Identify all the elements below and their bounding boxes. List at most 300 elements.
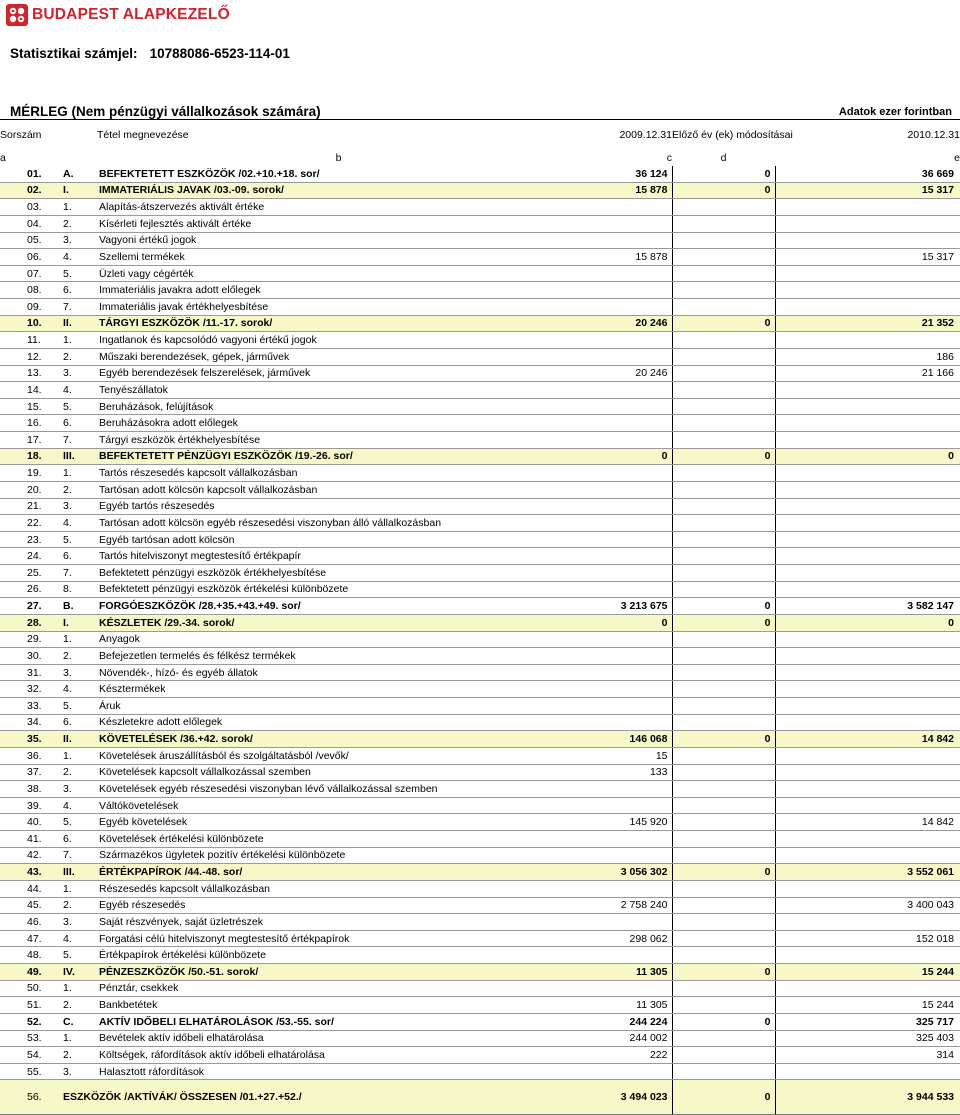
row-number: 24. <box>0 548 60 565</box>
value-curr: 36 669 <box>775 166 960 182</box>
total-prev: 3 494 023 <box>580 1080 672 1115</box>
value-prev: 222 <box>580 1047 672 1064</box>
row-mark: 6. <box>60 282 97 299</box>
row-label: Követelések kapcsolt vállalkozással szemben <box>97 764 580 781</box>
row-number: 21. <box>0 498 60 515</box>
row-number: 50. <box>0 980 60 997</box>
value-curr: 152 018 <box>775 930 960 947</box>
row-label: Egyéb tartós részesedés <box>97 498 580 515</box>
row-number: 36. <box>0 747 60 764</box>
row-label: Tartósan adott kölcsön kapcsolt vállalkozásban <box>97 481 580 498</box>
value-mod <box>672 299 775 316</box>
table-row <box>0 432 960 449</box>
table-row <box>0 548 960 565</box>
value-mod <box>672 548 775 565</box>
row-label: Beruházások, felújítások <box>97 398 580 415</box>
col-header-mod: Előző év (ek) módosításai <box>672 120 775 151</box>
value-mod <box>672 332 775 349</box>
value-prev: 244 002 <box>580 1030 672 1047</box>
value-mod <box>672 398 775 415</box>
value-curr <box>775 465 960 482</box>
row-number: 51. <box>0 997 60 1014</box>
row-number: 40. <box>0 814 60 831</box>
table-row <box>0 415 960 432</box>
page-title: MÉRLEG (Nem pénzügyi vállalkozások számára) <box>10 104 321 119</box>
value-prev <box>580 199 672 216</box>
col-sub-b: b <box>335 152 342 164</box>
table-row <box>0 747 960 764</box>
value-prev <box>580 215 672 232</box>
table-row <box>0 315 960 332</box>
value-mod <box>672 880 775 897</box>
row-mark: 2. <box>60 1047 97 1064</box>
value-prev <box>580 1063 672 1080</box>
col-sub-a: a <box>0 152 6 164</box>
row-label: KÉSZLETEK /29.-34. sorok/ <box>97 614 580 631</box>
value-mod <box>672 714 775 731</box>
value-prev: 15 <box>580 747 672 764</box>
table-row <box>0 448 960 465</box>
logo-text: BUDAPEST ALAPKEZELŐ <box>32 6 230 23</box>
row-mark: 1. <box>60 880 97 897</box>
table-row <box>0 1013 960 1030</box>
row-mark: 6. <box>60 831 97 848</box>
row-number: 20. <box>0 481 60 498</box>
value-curr <box>775 764 960 781</box>
row-mark: I. <box>60 614 97 631</box>
balance-sheet-table <box>0 119 960 1115</box>
value-prev: 20 246 <box>580 315 672 332</box>
table-row <box>0 698 960 715</box>
value-prev <box>580 481 672 498</box>
total-row <box>0 1080 960 1115</box>
table-row <box>0 897 960 914</box>
value-prev: 298 062 <box>580 930 672 947</box>
value-prev <box>580 797 672 814</box>
row-label: Tartós hitelviszonyt megtestesítő értékpapír <box>97 548 580 565</box>
row-mark: 2. <box>60 897 97 914</box>
value-curr <box>775 282 960 299</box>
value-curr <box>775 664 960 681</box>
value-prev <box>580 265 672 282</box>
value-prev <box>580 415 672 432</box>
value-mod <box>672 781 775 798</box>
value-prev: 20 246 <box>580 365 672 382</box>
value-prev <box>580 548 672 565</box>
value-curr <box>775 631 960 648</box>
table-row <box>0 914 960 931</box>
table-row <box>0 781 960 798</box>
row-label: Egyéb követelések <box>97 814 580 831</box>
table-row <box>0 831 960 848</box>
value-mod <box>672 797 775 814</box>
value-prev <box>580 914 672 931</box>
table-row <box>0 199 960 216</box>
value-curr: 15 244 <box>775 964 960 981</box>
value-mod <box>672 997 775 1014</box>
value-mod <box>672 581 775 598</box>
value-curr <box>775 797 960 814</box>
value-prev <box>580 465 672 482</box>
row-mark: 3. <box>60 232 97 249</box>
table-row <box>0 232 960 249</box>
value-mod: 0 <box>672 964 775 981</box>
value-mod <box>672 764 775 781</box>
value-prev <box>580 714 672 731</box>
row-mark: 5. <box>60 698 97 715</box>
value-curr: 21 352 <box>775 315 960 332</box>
value-curr: 14 842 <box>775 731 960 748</box>
value-curr <box>775 415 960 432</box>
col-sub-c: c <box>666 152 672 164</box>
value-prev: 0 <box>580 614 672 631</box>
row-label: PÉNZESZKÖZÖK /50.-51. sorok/ <box>97 964 580 981</box>
value-curr <box>775 515 960 532</box>
value-mod <box>672 664 775 681</box>
value-mod <box>672 980 775 997</box>
value-mod <box>672 814 775 831</box>
row-number: 38. <box>0 781 60 798</box>
row-label: BEFEKTETETT PÉNZÜGYI ESZKÖZÖK /19.-26. sor/ <box>97 448 580 465</box>
row-number: 23. <box>0 531 60 548</box>
row-mark: I. <box>60 182 97 199</box>
value-mod <box>672 681 775 698</box>
table-row <box>0 964 960 981</box>
row-mark: 4. <box>60 797 97 814</box>
value-prev <box>580 531 672 548</box>
row-mark: 4. <box>60 382 97 399</box>
row-number: 45. <box>0 897 60 914</box>
value-mod <box>672 415 775 432</box>
row-label: Tartósan adott kölcsön egyéb részesedési viszonyban álló vállalkozásban <box>97 515 580 532</box>
value-curr <box>775 1063 960 1080</box>
table-row <box>0 481 960 498</box>
value-curr <box>775 565 960 582</box>
row-label: Késztermékek <box>97 681 580 698</box>
row-mark: 8. <box>60 581 97 598</box>
row-mark: 5. <box>60 531 97 548</box>
row-number: 55. <box>0 1063 60 1080</box>
value-curr: 186 <box>775 348 960 365</box>
value-prev: 133 <box>580 764 672 781</box>
row-mark: II. <box>60 731 97 748</box>
value-mod <box>672 348 775 365</box>
value-mod: 0 <box>672 731 775 748</box>
value-mod <box>672 897 775 914</box>
row-mark: 3. <box>60 498 97 515</box>
row-label: Pénztár, csekkek <box>97 980 580 997</box>
row-number: 44. <box>0 880 60 897</box>
table-row <box>0 332 960 349</box>
value-mod: 0 <box>672 864 775 881</box>
statistical-id-label: Statisztikai számjel: <box>10 46 138 61</box>
value-prev <box>580 232 672 249</box>
row-label: Immateriális javakra adott előlegek <box>97 282 580 299</box>
value-prev <box>580 581 672 598</box>
row-mark: 7. <box>60 565 97 582</box>
table-row <box>0 531 960 548</box>
row-number: 29. <box>0 631 60 648</box>
value-mod <box>672 215 775 232</box>
value-mod <box>672 199 775 216</box>
table-row <box>0 731 960 748</box>
row-number: 28. <box>0 614 60 631</box>
table-row <box>0 664 960 681</box>
row-label: Befektetett pénzügyi eszközök értékelési különbözete <box>97 581 580 598</box>
value-mod <box>672 1047 775 1064</box>
table-row <box>0 947 960 964</box>
row-mark: 2. <box>60 764 97 781</box>
row-mark: 1. <box>60 747 97 764</box>
row-label: Egyéb tartósan adott kölcsön <box>97 531 580 548</box>
col-header-sorszam: Sorszám <box>0 120 60 151</box>
value-curr <box>775 698 960 715</box>
table-row <box>0 498 960 515</box>
row-label: FORGÓESZKÖZÖK /28.+35.+43.+49. sor/ <box>97 598 580 615</box>
unit-note: Adatok ezer forintban <box>838 106 952 118</box>
value-prev <box>580 498 672 515</box>
row-number: 47. <box>0 930 60 947</box>
table-row <box>0 714 960 731</box>
row-label: Értékpapírok értékelési különbözete <box>97 947 580 964</box>
row-label: Költségek, ráfordítások aktív időbeli elhatárolása <box>97 1047 580 1064</box>
row-mark: IV. <box>60 964 97 981</box>
value-curr <box>775 481 960 498</box>
brand-logo <box>6 4 230 26</box>
row-mark: 6. <box>60 714 97 731</box>
row-label: KÖVETELÉSEK /36.+42. sorok/ <box>97 731 580 748</box>
table-body <box>0 166 960 1080</box>
row-label: Kísérleti fejlesztés aktivált értéke <box>97 215 580 232</box>
table-row <box>0 182 960 199</box>
value-prev <box>580 631 672 648</box>
table-row <box>0 930 960 947</box>
row-number: 05. <box>0 232 60 249</box>
value-curr: 15 244 <box>775 997 960 1014</box>
row-label: Váltókövetelések <box>97 797 580 814</box>
row-label: Halasztott ráfordítások <box>97 1063 580 1080</box>
row-label: Tárgyi eszközök értékhelyesbítése <box>97 432 580 449</box>
value-curr: 15 317 <box>775 249 960 266</box>
value-prev <box>580 947 672 964</box>
value-curr: 21 166 <box>775 365 960 382</box>
value-mod <box>672 481 775 498</box>
row-number: 06. <box>0 249 60 266</box>
value-curr <box>775 432 960 449</box>
row-mark: III. <box>60 448 97 465</box>
value-mod <box>672 1063 775 1080</box>
table-row <box>0 598 960 615</box>
table-row <box>0 299 960 316</box>
value-prev: 11 305 <box>580 997 672 1014</box>
value-mod <box>672 382 775 399</box>
statistical-id <box>10 46 290 61</box>
row-number: 01. <box>0 166 60 182</box>
row-mark: 1. <box>60 631 97 648</box>
value-mod <box>672 432 775 449</box>
row-mark: 7. <box>60 299 97 316</box>
row-label: Anyagok <box>97 631 580 648</box>
value-prev <box>580 332 672 349</box>
row-label: Bevételek aktív időbeli elhatárolása <box>97 1030 580 1047</box>
value-curr <box>775 747 960 764</box>
value-prev <box>580 847 672 864</box>
row-number: 15. <box>0 398 60 415</box>
value-prev <box>580 681 672 698</box>
value-curr <box>775 781 960 798</box>
row-label: Követelések áruszállításból és szolgáltatásból /vevők/ <box>97 747 580 764</box>
row-mark: C. <box>60 1013 97 1030</box>
value-prev: 11 305 <box>580 964 672 981</box>
value-mod <box>672 914 775 931</box>
row-label: Ingatlanok és kapcsolódó vagyoni értékű jogok <box>97 332 580 349</box>
value-curr <box>775 299 960 316</box>
col-sub-d: d <box>720 152 727 164</box>
table-row <box>0 565 960 582</box>
table-row <box>0 1063 960 1080</box>
row-number: 22. <box>0 515 60 532</box>
row-number: 49. <box>0 964 60 981</box>
table-row <box>0 215 960 232</box>
row-label: AKTÍV IDŐBELI ELHATÁROLÁSOK /53.-55. sor/ <box>97 1013 580 1030</box>
row-number: 11. <box>0 332 60 349</box>
row-number: 16. <box>0 415 60 432</box>
value-mod <box>672 947 775 964</box>
row-mark: 7. <box>60 432 97 449</box>
value-mod <box>672 282 775 299</box>
table-row <box>0 864 960 881</box>
col-header-curr: 2010.12.31 <box>775 120 960 151</box>
row-label: Egyéb részesedés <box>97 897 580 914</box>
row-number: 19. <box>0 465 60 482</box>
col-header-tetel: Tétel megnevezése <box>97 120 580 151</box>
row-label: Bankbetétek <box>97 997 580 1014</box>
row-mark: 2. <box>60 481 97 498</box>
row-mark: 2. <box>60 648 97 665</box>
value-mod <box>672 747 775 764</box>
row-number: 17. <box>0 432 60 449</box>
table-row <box>0 265 960 282</box>
value-mod: 0 <box>672 166 775 182</box>
value-prev <box>580 282 672 299</box>
table-row <box>0 465 960 482</box>
value-curr <box>775 215 960 232</box>
row-number: 48. <box>0 947 60 964</box>
table-row <box>0 631 960 648</box>
row-mark: 1. <box>60 332 97 349</box>
value-mod <box>672 232 775 249</box>
row-label: Műszaki berendezések, gépek, járművek <box>97 348 580 365</box>
row-number: 14. <box>0 382 60 399</box>
row-label: Követelések értékelési különbözete <box>97 831 580 848</box>
row-number: 08. <box>0 282 60 299</box>
row-number: 03. <box>0 199 60 216</box>
value-prev: 2 758 240 <box>580 897 672 914</box>
value-prev: 146 068 <box>580 731 672 748</box>
row-mark: 5. <box>60 265 97 282</box>
value-curr <box>775 548 960 565</box>
value-mod <box>672 531 775 548</box>
logo-icon <box>6 4 28 26</box>
row-number: 34. <box>0 714 60 731</box>
value-prev: 36 124 <box>580 166 672 182</box>
row-number: 37. <box>0 764 60 781</box>
value-prev: 145 920 <box>580 814 672 831</box>
row-number: 02. <box>0 182 60 199</box>
row-label: Tenyészállatok <box>97 382 580 399</box>
row-mark: 3. <box>60 781 97 798</box>
value-mod <box>672 265 775 282</box>
row-mark: 2. <box>60 215 97 232</box>
row-label: Befektetett pénzügyi eszközök értékhelyesbítése <box>97 565 580 582</box>
row-number: 43. <box>0 864 60 881</box>
value-mod: 0 <box>672 182 775 199</box>
row-number: 53. <box>0 1030 60 1047</box>
row-label: Követelések egyéb részesedési viszonyban lévő vállalkozással szemben <box>97 781 580 798</box>
value-curr: 314 <box>775 1047 960 1064</box>
value-mod <box>672 1030 775 1047</box>
value-mod: 0 <box>672 598 775 615</box>
value-prev: 15 878 <box>580 182 672 199</box>
value-mod: 0 <box>672 614 775 631</box>
row-label: Vagyoni értékű jogok <box>97 232 580 249</box>
row-label: Származékos ügyletek pozitív értékelési különbözete <box>97 847 580 864</box>
table-row <box>0 515 960 532</box>
value-prev <box>580 432 672 449</box>
row-number: 30. <box>0 648 60 665</box>
row-number: 12. <box>0 348 60 365</box>
row-mark: B. <box>60 598 97 615</box>
value-curr <box>775 681 960 698</box>
row-mark: 4. <box>60 515 97 532</box>
row-mark: 7. <box>60 847 97 864</box>
row-label: Alapítás-átszervezés aktivált értéke <box>97 199 580 216</box>
row-mark: 2. <box>60 997 97 1014</box>
row-number: 18. <box>0 448 60 465</box>
statistical-id-value: 10788086-6523-114-01 <box>149 46 290 61</box>
table-row <box>0 880 960 897</box>
row-number: 54. <box>0 1047 60 1064</box>
row-number: 31. <box>0 664 60 681</box>
value-curr <box>775 880 960 897</box>
value-prev: 15 878 <box>580 249 672 266</box>
value-prev: 0 <box>580 448 672 465</box>
col-sub-e: e <box>954 152 960 164</box>
row-label: Áruk <box>97 698 580 715</box>
total-mod: 0 <box>672 1080 775 1115</box>
value-mod <box>672 631 775 648</box>
value-prev <box>580 698 672 715</box>
row-number: 07. <box>0 265 60 282</box>
table-row <box>0 1047 960 1064</box>
row-number: 46. <box>0 914 60 931</box>
value-prev <box>580 648 672 665</box>
value-curr <box>775 947 960 964</box>
value-mod <box>672 698 775 715</box>
table-row <box>0 681 960 698</box>
table-row <box>0 382 960 399</box>
value-curr: 3 552 061 <box>775 864 960 881</box>
value-prev: 3 056 302 <box>580 864 672 881</box>
row-mark: 4. <box>60 681 97 698</box>
row-mark: A. <box>60 166 97 182</box>
row-label: Egyéb berendezések felszerelések, járművek <box>97 365 580 382</box>
value-mod <box>672 465 775 482</box>
value-curr <box>775 382 960 399</box>
table-row <box>0 1030 960 1047</box>
value-prev <box>580 348 672 365</box>
value-curr <box>775 831 960 848</box>
